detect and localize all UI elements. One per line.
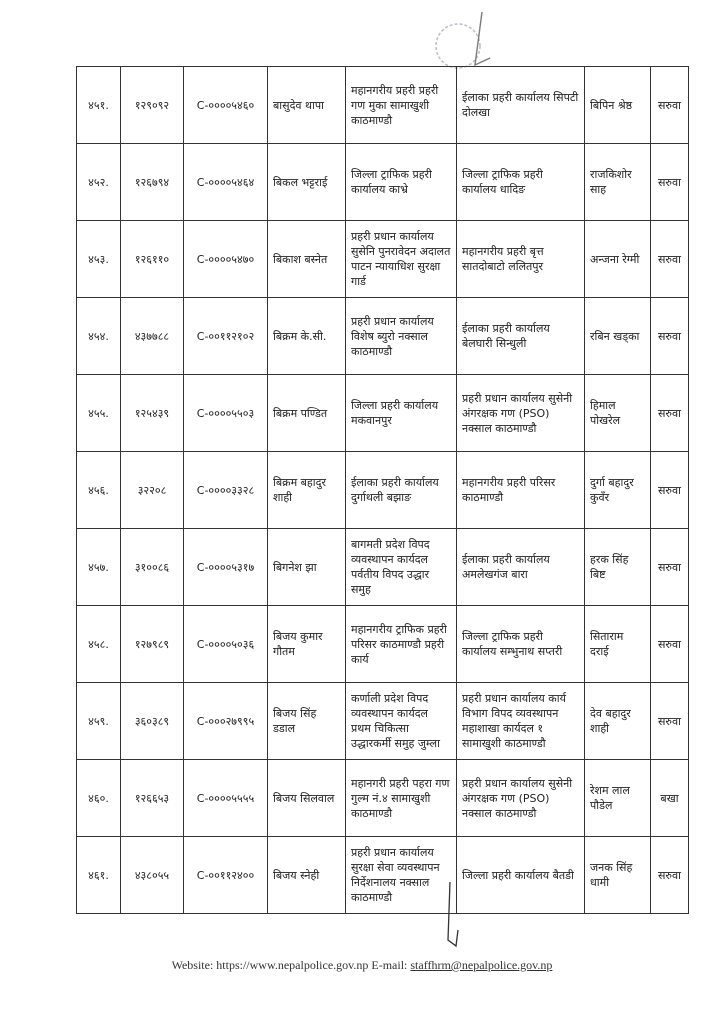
person-name-cell: बिकल भट्टराई — [268, 144, 346, 221]
serial-number-cell: ४५२. — [77, 144, 121, 221]
current-office-cell: जिल्ला प्रहरी कार्यालय मकवानपुर — [346, 375, 457, 452]
table-row — [77, 683, 689, 760]
current-office-cell: बागमती प्रदेश विपद व्यवस्थापन कार्यदल पर्वतीय विपद उद्धार समुह — [346, 529, 457, 606]
current-office-cell: प्रहरी प्रधान कार्यालय सुसेनि पुनरावेदन अदालत पाटन न्यायाधिश सुरक्षा गार्ड — [346, 221, 457, 298]
new-office-cell: प्रहरी प्रधान कार्यालय सुसेनी अंगरक्षक गण (PSO) नक्साल काठमाण्डौ — [457, 375, 585, 452]
code-number-cell: C-००००५४६० — [184, 67, 268, 144]
official-stamp-mark — [420, 10, 510, 70]
person-name-cell: बिकाश बस्नेत — [268, 221, 346, 298]
person-name-cell: बिजय स्नेही — [268, 837, 346, 914]
action-type-cell: सरुवा — [651, 452, 689, 529]
action-type-cell: सरुवा — [651, 837, 689, 914]
replacement-name-cell: जनक सिंह धामी — [585, 837, 651, 914]
action-type-cell: सरुवा — [651, 529, 689, 606]
serial-number-cell: ४५६. — [77, 452, 121, 529]
table-row — [77, 221, 689, 298]
replacement-name-cell: हरक सिंह बिष्ट — [585, 529, 651, 606]
action-type-cell: सरुवा — [651, 375, 689, 452]
table-row — [77, 298, 689, 375]
personnel-number-cell: ४३८०५५ — [121, 837, 184, 914]
code-number-cell: C-०००२७९९५ — [184, 683, 268, 760]
personnel-number-cell: ३६०३८९ — [121, 683, 184, 760]
person-name-cell: बिजय कुमार गौतम — [268, 606, 346, 683]
code-number-cell: C-००००५५५५ — [184, 760, 268, 837]
current-office-cell: महानगरीय ट्राफिक प्रहरी परिसर काठमाण्डौ प्रहरी कार्य — [346, 606, 457, 683]
action-type-cell: सरुवा — [651, 606, 689, 683]
new-office-cell: जिल्ला ट्राफिक प्रहरी कार्यालय धादिङ — [457, 144, 585, 221]
new-office-cell: जिल्ला प्रहरी कार्यालय बैतडी — [457, 837, 585, 914]
serial-number-cell: ४५४. — [77, 298, 121, 375]
new-office-cell: महानगरीय प्रहरी परिसर काठमाण्डौ — [457, 452, 585, 529]
signature-mark — [444, 880, 464, 950]
code-number-cell: C-००००५४७० — [184, 221, 268, 298]
new-office-cell: ईलाका प्रहरी कार्यालय अमलेखगंज बारा — [457, 529, 585, 606]
action-type-cell: सरुवा — [651, 144, 689, 221]
new-office-cell: महानगरीय प्रहरी बृत्त सातदोबाटो ललितपुर — [457, 221, 585, 298]
new-office-cell: जिल्ला ट्राफिक प्रहरी कार्यालय सम्भुनाथ सप्तरी — [457, 606, 585, 683]
serial-number-cell: ४५९. — [77, 683, 121, 760]
current-office-cell: प्रहरी प्रधान कार्यालय सुरक्षा सेवा व्यवस्थापन निर्देशनालय नक्साल काठमाण्डौ — [346, 837, 457, 914]
current-office-cell: जिल्ला ट्राफिक प्रहरी कार्यालय काभ्रे — [346, 144, 457, 221]
person-name-cell: बासुदेव थापा — [268, 67, 346, 144]
table-row — [77, 837, 689, 914]
personnel-number-cell: ३२२०८ — [121, 452, 184, 529]
personnel-number-cell: ४३७७८८ — [121, 298, 184, 375]
current-office-cell: प्रहरी प्रधान कार्यालय विशेष ब्युरो नक्साल काठमाण्डौ — [346, 298, 457, 375]
new-office-cell: ईलाका प्रहरी कार्यालय बेलघारी सिन्धुली — [457, 298, 585, 375]
person-name-cell: बिजय सिंह डडाल — [268, 683, 346, 760]
serial-number-cell: ४६०. — [77, 760, 121, 837]
action-type-cell: बखा — [651, 760, 689, 837]
serial-number-cell: ४५३. — [77, 221, 121, 298]
replacement-name-cell: हिमाल पोखरेल — [585, 375, 651, 452]
footer-email-link[interactable]: staffhrm@nepalpolice.gov.np — [410, 958, 553, 972]
page-footer — [0, 958, 724, 973]
personnel-number-cell: १२६७९४ — [121, 144, 184, 221]
footer-website: Website: https://www.nepalpolice.gov.np E-mail: — [171, 958, 411, 972]
replacement-name-cell: बिपिन श्रेष्ठ — [585, 67, 651, 144]
replacement-name-cell: राजकिशोर साह — [585, 144, 651, 221]
replacement-name-cell: अन्जना रेग्मी — [585, 221, 651, 298]
replacement-name-cell: दुर्गा बहादुर कुवँर — [585, 452, 651, 529]
action-type-cell: सरुवा — [651, 683, 689, 760]
personnel-number-cell: १२९०९२ — [121, 67, 184, 144]
table-row — [77, 606, 689, 683]
current-office-cell: ईलाका प्रहरी कार्यालय दुर्गाथली बझाङ — [346, 452, 457, 529]
table-row — [77, 67, 689, 144]
transfer-roster-table — [76, 66, 689, 914]
personnel-number-cell: १२५४३९ — [121, 375, 184, 452]
table-row — [77, 375, 689, 452]
personnel-number-cell: ३१००८६ — [121, 529, 184, 606]
new-office-cell: प्रहरी प्रधान कार्यालय कार्य विभाग विपद व्यवस्थापन महाशाखा कार्यदल १ सामाखुशी काठमाण्डौ — [457, 683, 585, 760]
person-name-cell: बिक्रम बहादुर शाही — [268, 452, 346, 529]
action-type-cell: सरुवा — [651, 67, 689, 144]
new-office-cell: प्रहरी प्रधान कार्यालय सुसेनी अंगरक्षक गण (PSO) नक्साल काठमाण्डौ — [457, 760, 585, 837]
table-row — [77, 760, 689, 837]
current-office-cell: महानगरी प्रहरी पहरा गण गुल्म नं.४ सामाखुशी काठमाण्डौ — [346, 760, 457, 837]
replacement-name-cell: रेशम लाल पौडेल — [585, 760, 651, 837]
serial-number-cell: ४६१. — [77, 837, 121, 914]
person-name-cell: बिजय सिलवाल — [268, 760, 346, 837]
person-name-cell: बिक्रम पण्डित — [268, 375, 346, 452]
replacement-name-cell: देव बहादुर शाही — [585, 683, 651, 760]
action-type-cell: सरुवा — [651, 298, 689, 375]
serial-number-cell: ४५१. — [77, 67, 121, 144]
person-name-cell: बिगनेश झा — [268, 529, 346, 606]
code-number-cell: C-००११२४०० — [184, 837, 268, 914]
serial-number-cell: ४५८. — [77, 606, 121, 683]
replacement-name-cell: रबिन खड्का — [585, 298, 651, 375]
table-row — [77, 529, 689, 606]
code-number-cell: C-००००५५०३ — [184, 375, 268, 452]
serial-number-cell: ४५७. — [77, 529, 121, 606]
personnel-number-cell: १२६६५३ — [121, 760, 184, 837]
code-number-cell: C-००००५०३६ — [184, 606, 268, 683]
current-office-cell: कर्णाली प्रदेश विपद व्यवस्थापन कार्यदल प्रथम चिकित्सा उद्धारकर्मी समुह जुम्ला — [346, 683, 457, 760]
action-type-cell: सरुवा — [651, 221, 689, 298]
person-name-cell: बिक्रम के.सी. — [268, 298, 346, 375]
personnel-number-cell: १२७९८९ — [121, 606, 184, 683]
code-number-cell: C-००००३३२८ — [184, 452, 268, 529]
code-number-cell: C-००११२१०२ — [184, 298, 268, 375]
replacement-name-cell: सिताराम दराई — [585, 606, 651, 683]
table-row — [77, 144, 689, 221]
table-row — [77, 452, 689, 529]
serial-number-cell: ४५५. — [77, 375, 121, 452]
code-number-cell: C-००००५३१७ — [184, 529, 268, 606]
current-office-cell: महानगरीय प्रहरी प्रहरी गण मुका सामाखुशी काठमाण्डौ — [346, 67, 457, 144]
code-number-cell: C-००००५४६४ — [184, 144, 268, 221]
new-office-cell: ईलाका प्रहरी कार्यालय सिपटी दोलखा — [457, 67, 585, 144]
personnel-number-cell: १२६११० — [121, 221, 184, 298]
